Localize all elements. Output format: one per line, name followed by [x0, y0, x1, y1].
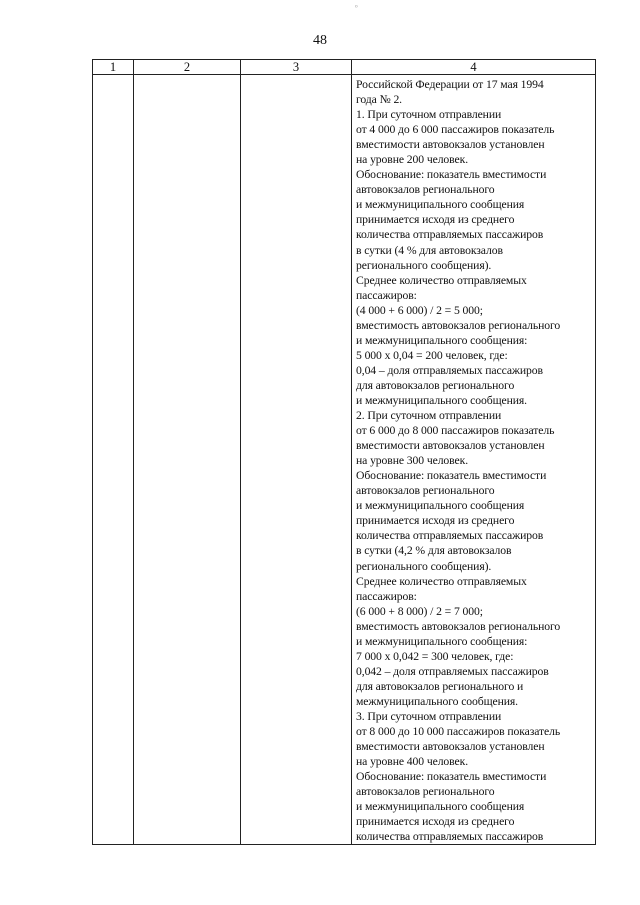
table-header-row	[93, 60, 596, 75]
table-cell-column-1	[93, 75, 134, 845]
text-line: 2. При суточном отправлении	[356, 409, 502, 423]
text-line: и межмуниципального сообщения	[356, 198, 525, 212]
text-line: автовокзалов регионального	[356, 183, 495, 197]
text-line: от 4 000 до 6 000 пассажиров показатель	[356, 123, 555, 137]
text-line: вместимости автовокзалов установлен	[356, 439, 545, 453]
text-line: пассажиров:	[356, 288, 417, 302]
text-line: от 6 000 до 8 000 пассажиров показатель	[356, 424, 555, 438]
text-line: (6 000 + 8 000) / 2 = 7 000;	[356, 604, 483, 618]
text-line: вместимости автовокзалов установлен	[356, 740, 545, 754]
text-line: 1. При суточном отправлении	[356, 108, 502, 122]
text-line: года № 2.	[356, 93, 403, 107]
text-line: вместимость автовокзалов регионального	[356, 318, 561, 332]
text-line: 0,04 – доля отправляемых пассажиров	[356, 363, 543, 377]
text-line: вместимость автовокзалов регионального	[356, 619, 561, 633]
text-line: и межмуниципального сообщения.	[356, 393, 527, 407]
text-line: для автовокзалов регионального	[356, 378, 515, 392]
text-line: и межмуниципального сообщения	[356, 499, 525, 513]
text-line: на уровне 300 человек.	[356, 454, 469, 468]
text-line: Обоснование: показатель вместимости	[356, 469, 547, 483]
scan-mark: ᵒ	[355, 2, 358, 12]
text-line: в сутки (4 % для автовокзалов	[356, 243, 503, 257]
text-line: в сутки (4,2 % для автовокзалов	[356, 544, 512, 558]
text-line: автовокзалов регионального	[356, 785, 495, 799]
text-line: количества отправляемых пассажиров	[356, 228, 544, 242]
text-line: и межмуниципального сообщения:	[356, 634, 528, 648]
table-cell-column-3	[241, 75, 352, 845]
text-line: автовокзалов регионального	[356, 484, 495, 498]
text-line: 7 000 х 0,042 = 300 человек, где:	[356, 649, 514, 663]
table-cell-column-2	[134, 75, 241, 845]
text-line: Среднее количество отправляемых	[356, 574, 527, 588]
text-line: принимается исходя из среднего	[356, 815, 515, 829]
text-line: Российской Федерации от 17 мая 1994	[356, 78, 544, 91]
text-line: Обоснование: показатель вместимости	[356, 168, 547, 182]
text-line: 3. При суточном отправлении	[356, 709, 502, 723]
text-line: регионального сообщения).	[356, 258, 492, 272]
table-row	[93, 75, 596, 845]
text-line: принимается исходя из среднего	[356, 514, 515, 528]
table-cell-column-4	[352, 75, 596, 845]
column-header-4: 4	[352, 60, 596, 75]
column-header-3: 3	[241, 60, 352, 75]
text-line: количества отправляемых пассажиров	[356, 529, 544, 543]
column-header-1: 1	[93, 60, 134, 75]
column-header-2: 2	[134, 60, 241, 75]
text-line: пассажиров:	[356, 589, 417, 603]
text-line: межмуниципального сообщения.	[356, 694, 519, 708]
text-line: и межмуниципального сообщения	[356, 800, 525, 814]
text-line: принимается исходя из среднего	[356, 213, 515, 227]
page-number: 48	[313, 33, 327, 48]
text-line: (4 000 + 6 000) / 2 = 5 000;	[356, 303, 483, 317]
text-line: от 8 000 до 10 000 пассажиров показатель	[356, 725, 561, 739]
text-line: Обоснование: показатель вместимости	[356, 770, 547, 784]
document-table	[92, 59, 596, 845]
text-line: на уровне 400 человек.	[356, 755, 469, 769]
text-line: на уровне 200 человек.	[356, 153, 469, 167]
text-line: Среднее количество отправляемых	[356, 273, 527, 287]
text-line: вместимости автовокзалов установлен	[356, 138, 545, 152]
column-4-text	[352, 75, 595, 844]
text-line: количества отправляемых пассажиров	[356, 830, 544, 844]
text-line: регионального сообщения).	[356, 559, 492, 573]
text-line: 0,042 – доля отправляемых пассажиров	[356, 664, 549, 678]
text-line: 5 000 х 0,04 = 200 человек, где:	[356, 348, 508, 362]
text-line: и межмуниципального сообщения:	[356, 333, 528, 347]
text-line: для автовокзалов регионального и	[356, 679, 524, 693]
